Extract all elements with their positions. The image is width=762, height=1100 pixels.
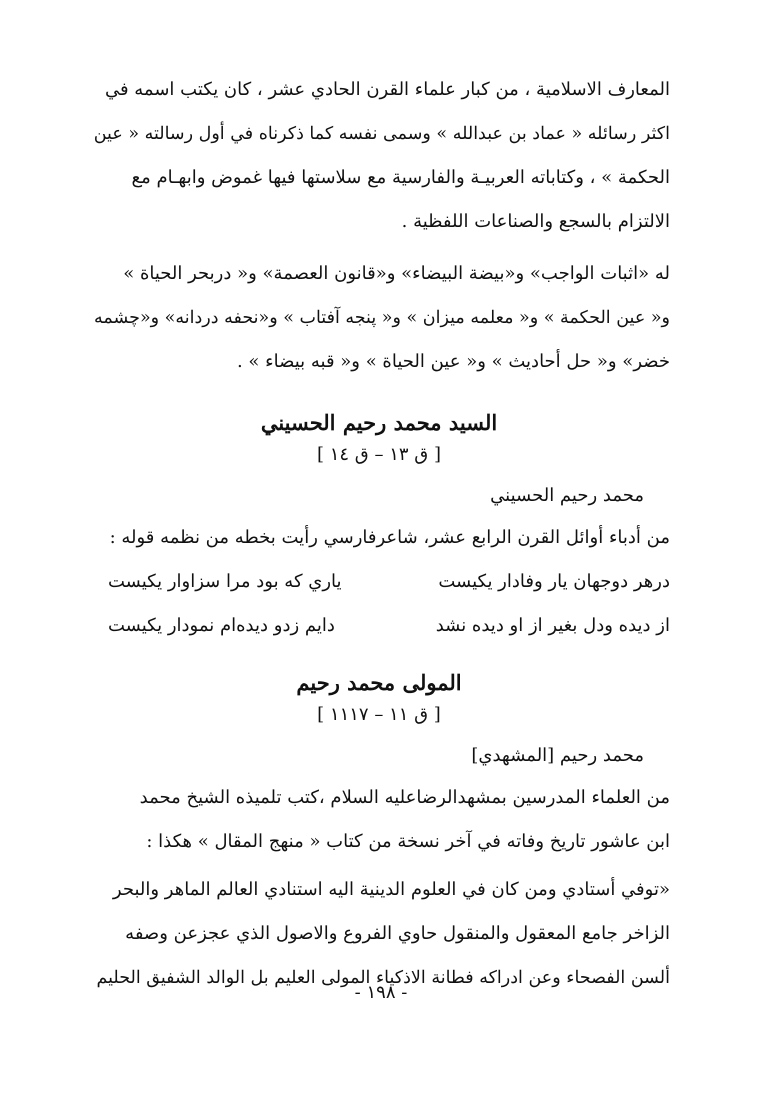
paragraph-works xyxy=(88,252,670,384)
entry-quote xyxy=(88,868,670,1000)
text-line: الالتزام بالسجع والصناعات اللفظية . xyxy=(401,211,670,232)
text-line: و« عين الحكمة » و« معلمه ميزان » و« پنجه آفتاب » و«نحفه دردانه» و«چشمه xyxy=(94,308,670,328)
text-line: الحكمة » ، وكتاباته العربيـة والفارسية مع سلاستها فيها غموض وابهـام مع xyxy=(131,167,670,188)
verse-hemistich-left: ياري كه بود مرا سزاوار يكيست xyxy=(108,571,342,592)
text-line: ابن عاشور تاريخ وفاته في آخر نسخة من كتاب « منهج المقال » هكذا : xyxy=(146,831,670,852)
entry-dates: [ ق ١١ – ١١١٧ ] xyxy=(317,704,441,725)
text-line: ألسن الفصحاء وعن ادراكه فطانة الاذكياء المولى العليم بل الوالد الشفيق الحليم xyxy=(96,968,670,988)
entry-name: محمد رحيم الحسيني xyxy=(490,485,644,506)
verse-line xyxy=(88,560,670,604)
text-line: من أدباء أوائل القرن الرابع عشر، شاعرفارسي رأيت بخطه من نظمه قوله : xyxy=(109,527,670,548)
page-number: - ١٩٨ - xyxy=(354,982,408,1003)
verse-hemistich-left: دايم زدو ديده‌ام نمودار يكيست xyxy=(108,615,335,636)
text-line: اكثر رسائله « عماد بن عبدالله » وسمى نفسه كما ذكرناه في أول رسالته « عين xyxy=(93,124,670,144)
text-line: من العلماء المدرسين بمشهدالرضاعليه السلام ،كتب تلميذه الشيخ محمد xyxy=(139,787,670,808)
entry-title: المولى محمد رحيم xyxy=(296,670,462,695)
verse-hemistich-right: درهر دوجهان يار وفادار يكيست xyxy=(438,571,670,592)
text-line: الزاخر جامع المعقول والمنقول حاوي الفروع والاصول الذي عجزعن وصفه xyxy=(125,923,670,944)
verse-hemistich-right: از ديده ودل بغير از او ديده نشد xyxy=(435,615,670,636)
text-line: «توفي أستادي ومن كان في العلوم الدينية اليه استنادي العالم الماهر والبحر xyxy=(112,879,670,900)
entry-name: محمد رحيم [المشهدي] xyxy=(471,745,644,766)
verse-line xyxy=(88,604,670,648)
entry-dates: [ ق ١٣ – ق ١٤ ] xyxy=(316,444,441,465)
paragraph-intro xyxy=(88,68,670,244)
entry-title: السيد محمد رحيم الحسيني xyxy=(260,410,498,435)
entry-text xyxy=(88,516,670,560)
text-line: المعارف الاسلامية ، من كبار علماء القرن الحادي عشر ، كان يكتب اسمه في xyxy=(104,79,670,100)
entry-text xyxy=(88,776,670,864)
text-line: له «اثبات الواجب» و«بيضة البيضاء» و«قانون العصمة» و« دربحر الحياة » xyxy=(123,263,670,284)
text-line: خضر» و« حل أحاديث » و« عين الحياة » و« قبه بيضاء » . xyxy=(236,351,670,372)
